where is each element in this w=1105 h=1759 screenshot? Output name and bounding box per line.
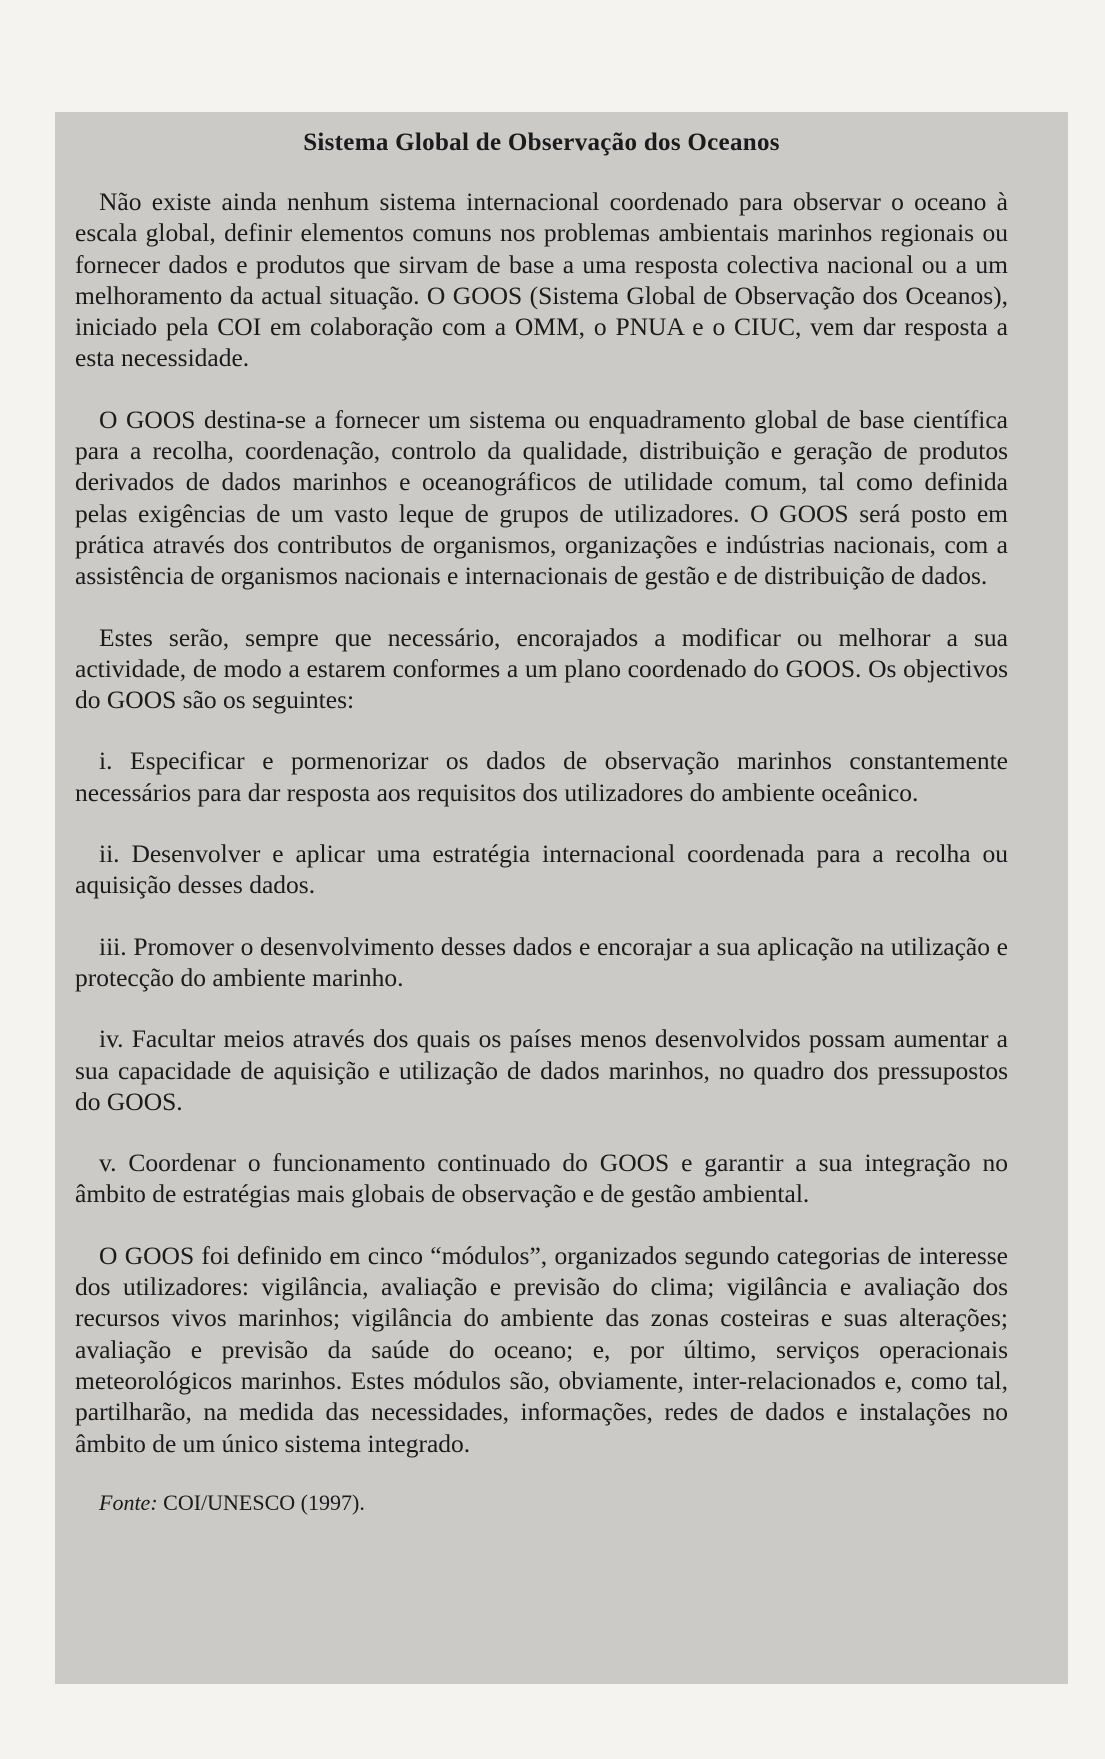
objective-item-v: v. Coordenar o funcionamento continuado do GOOS e garantir a sua integração no âmbito de estratégias mais globais de observação e de gestão ambiental.	[75, 1148, 1008, 1209]
box-title: Sistema Global de Observação dos Oceanos	[303, 129, 780, 156]
source-citation	[75, 1489, 1008, 1517]
objective-item-i: i. Especificar e pormenorizar os dados de observação marinhos constantemente necessários para dar resposta aos requisitos dos utilizadores do ambiente oceânico.	[75, 746, 1008, 807]
paragraph-objectives-intro: Estes serão, sempre que necessário, encorajados a modificar ou melhorar a sua actividade, de modo a estarem conformes a um plano coordenado do GOOS. Os objectivos do GOOS são os seguintes:	[75, 622, 1008, 715]
paragraph-goos-purpose: O GOOS destina-se a fornecer um sistema ou enquadramento global de base científica para a recolha, coordenação, controlo da qualidade, distribuição e geração de produtos derivados de dados marinhos e oceanográficos de utilidade comum, tal como definida pelas exigências de um vasto leque de grupos de utilizadores. O GOOS será posto em prática através dos contributos de organismos, organizações e indústrias nacionais, com a assistência de organismos nacionais e internacionais de gestão e de distribuição de dados.	[75, 404, 1008, 591]
source-text: COI/UNESCO (1997).	[163, 1489, 365, 1515]
paragraph-intro: Não existe ainda nenhum sistema internacional coordenado para observar o oceano à escala global, definir elementos comuns nos problemas ambientais marinhos regionais ou fornecer dados e produtos que sirvam de base a uma resposta colectiva nacional ou a um melhoramento da actual situação. O GOOS (Sistema Global de Observação dos Oceanos), iniciado pela COI em colaboração com a OMM, o PNUA e o CIUC, vem dar resposta a esta necessidade.	[75, 187, 1008, 373]
info-box	[55, 112, 1068, 1684]
objective-item-iii: iii. Promover o desenvolvimento desses dados e encorajar a sua aplicação na utilização e protecção do ambiente marinho.	[75, 931, 1008, 992]
objective-item-iv: iv. Facultar meios através dos quais os países menos desenvolvidos possam aumentar a sua capacidade de aquisição e utilização de dados marinhos, no quadro dos pressupostos do GOOS.	[75, 1024, 1008, 1116]
objective-item-ii: ii. Desenvolver e aplicar uma estratégia internacional coordenada para a recolha ou aquisição desses dados.	[75, 839, 1008, 900]
source-label: Fonte:	[99, 1489, 158, 1515]
paragraph-modules: O GOOS foi definido em cinco “módulos”, organizados segundo categorias de interesse dos utilizadores: vigilância, avaliação e previsão do clima; vigilância e avaliação dos recursos vivos marinhos; vigilância do ambiente das zonas costeiras e suas alterações; avaliação e previsão da saúde do oceano; e, por último, serviços operacionais meteorológicos marinhos. Estes módulos são, obviamente, inter-relacionados e, como tal, partilharão, na medida das necessidades, informações, redes de dados e instalações no âmbito de um único sistema integrado.	[75, 1240, 1008, 1458]
